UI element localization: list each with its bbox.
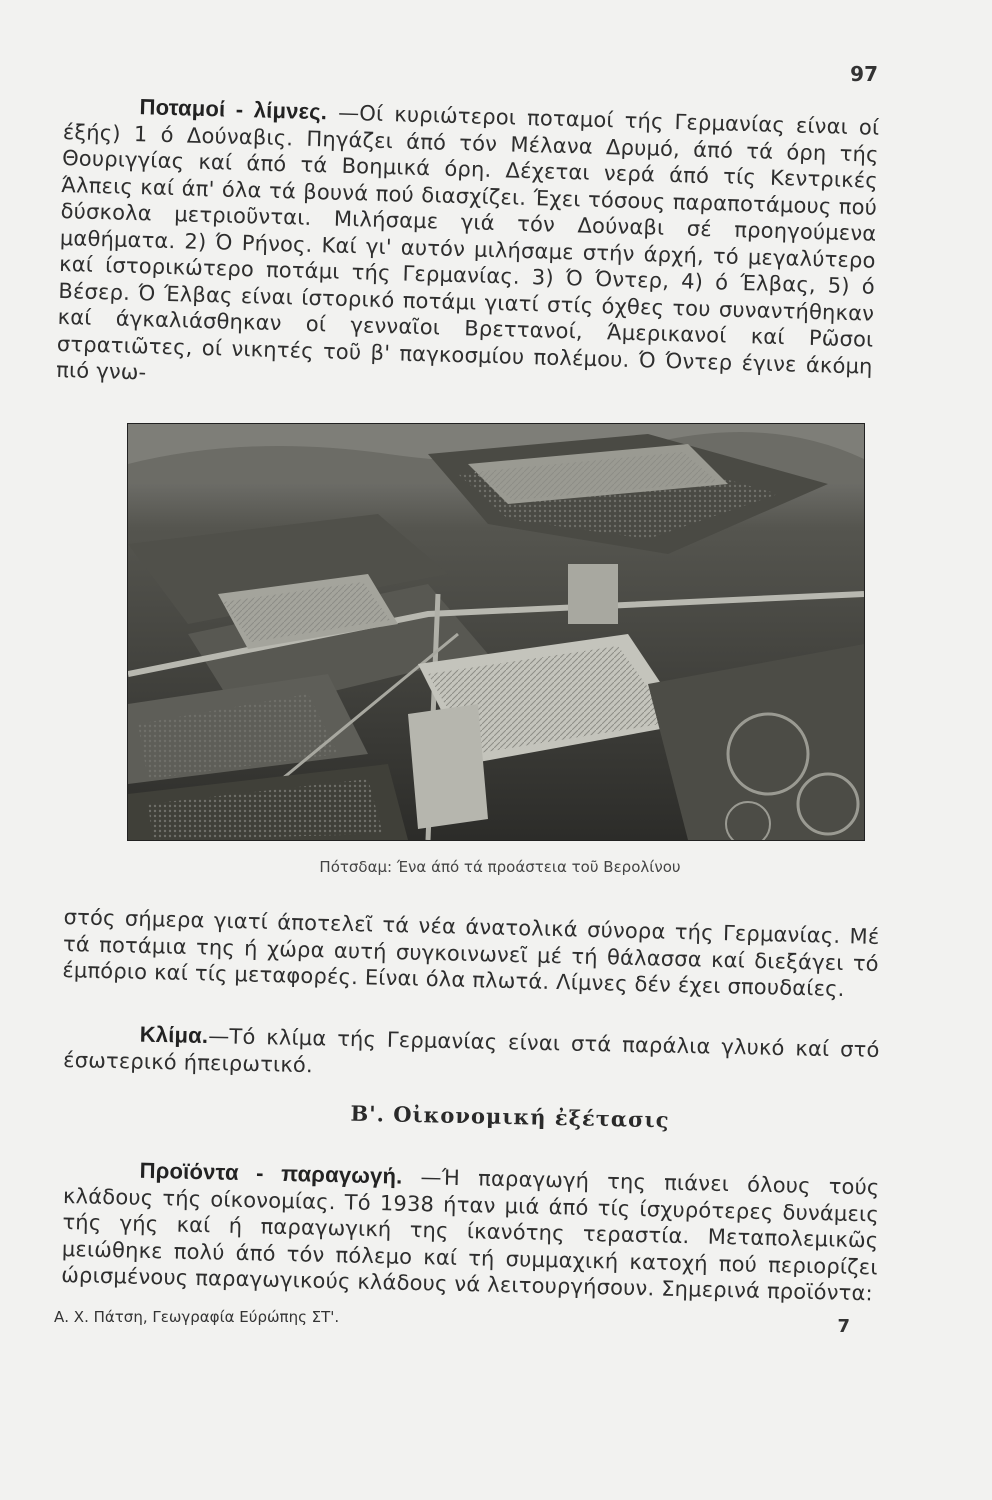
aerial-view-illustration xyxy=(128,424,864,840)
photo-caption: Πότσδαμ: Ένα άπό τά προάστεια τοῦ Βερολίνου xyxy=(319,858,681,876)
paragraph-rivers-continued xyxy=(62,904,880,1003)
heading-climate: Κλίμα. xyxy=(139,1021,209,1049)
potsdam-photo xyxy=(127,423,865,841)
paragraph-rivers-text: —Οί κυριώτεροι ποταμοί τής Γερμανίας είναι οί έξής) 1 ό Δούναβις. Πηγάζει άπό τόν Μέλανα Δρυμό, άπό τά όρη τής Θουριγγίας καί άπό τά Βοημικά όρη. Δέχεται νερά άπό τίς Κεντρικές Άλπεις καί άπ' όλα τά βουνά πού διασχίζει. Έχει τόσους παραποτάμους πού δύσκολα μετριοῦνται. Μιλήσαμε γιά τόν Δούναβι σέ προηγούμενα μαθήματα. 2) Ό Ρήνος. Καί γι' αυτόν μιλήσαμε στήν άρχή, τό μεγαλύτερο καί ίστορικώτερο ποτάμι τής Γερμανίας. 3) Ό Όντερ, 4) ό Έλβας, 5) ό Βέσερ. Ό Έλβας είναι ίστορικό ποτάμι γιατί στίς όχθες του συναντήθηκαν καί άγκαλιάσθηκαν οί γενναῖοι Βρεττανοί, Άμερικανοί καί Ρῶσοι στρατιῶτες, οί νικητές τοῦ β' παγκοσμίου πολέμου. Ό Όντερ έγινε άκόμη πιό γνω- xyxy=(55,100,880,385)
signature-number: 7 xyxy=(837,1316,850,1337)
paragraph-climate-text: —Τό κλίμα τής Γερμανίας είναι στά παράλια γλυκό καί στό έσωτερικό ήπειρωτικό. xyxy=(62,1024,880,1077)
section-heading-economy: Β'. Οἰκονομική ἐξέτασις xyxy=(350,1100,670,1133)
paragraph-rivers xyxy=(56,92,880,406)
paragraph-climate xyxy=(63,1020,880,1090)
paragraph-rivers-continued-text: στός σήμερα γιατί άποτελεῖ τά νέα άνατολικά σύνορα τής Γερμανίας. Μέ τά ποτάμια της ή χώρα αυτή συγκοινωνεῖ μέ τή θάλασσα καί διεξάγει τό έμπόριο καί τίς μεταφορές. Είναι όλα πλωτά. Λίμνες δέν έχει σπουδαίες. xyxy=(62,904,880,1002)
paragraph-products-text: —Ή παραγωγή της πιάνει όλους τούς κλάδους τής οίκονομίας. Τό 1938 ήταν μιά άπό τίς ίσχυρότερες δυνάμεις τής γής καί ή παραγωγική της ίκανότης τεραστία. Μεταπολεμικῶς μειώθηκε πολύ άπό τόν πόλεμο καί τή συμμαχική κατοχή πού περιορίζει ώρισμένους παραγωγικούς κλάδους νά λειτουργήσουν. Σημερινά προϊόντα: xyxy=(61,1164,880,1306)
heading-products: Προϊόντα - παραγωγή. xyxy=(139,1157,403,1189)
page-number: 97 xyxy=(850,62,878,86)
book-footer: Α. Χ. Πάτση, Γεωγραφία Εύρώπης ΣΤ'. xyxy=(54,1308,340,1326)
heading-rivers: Ποταμοί - λίμνες. xyxy=(139,94,328,125)
paragraph-products xyxy=(61,1156,880,1307)
